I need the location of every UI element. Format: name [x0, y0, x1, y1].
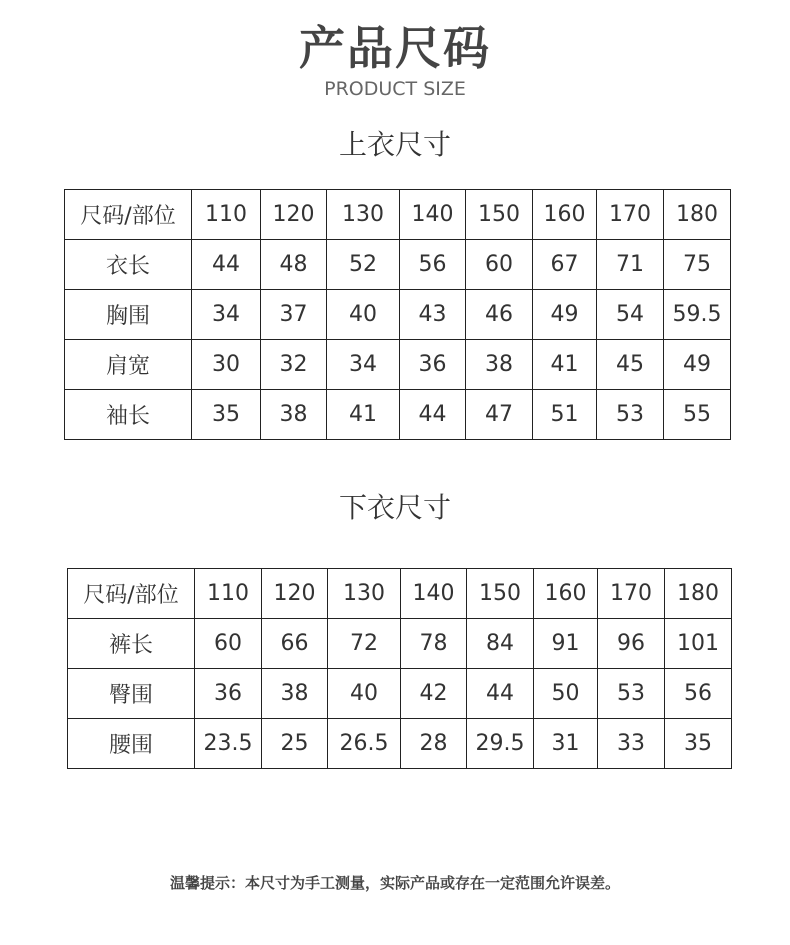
table-cell: 71 — [597, 240, 664, 290]
header-cell: 130 — [327, 190, 400, 240]
table-cell: 41 — [533, 340, 597, 390]
header-cell: 160 — [533, 190, 597, 240]
footnote: 温馨提示：本尺寸为手工测量，实际产品或存在一定范围允许误差。 — [169, 874, 620, 892]
table-cell: 42 — [401, 669, 467, 719]
table-cell: 29.5 — [467, 719, 534, 769]
table-cell: 33 — [598, 719, 665, 769]
header-cell: 170 — [598, 569, 665, 619]
table-cell: 52 — [327, 240, 400, 290]
table-cell: 44 — [467, 669, 534, 719]
table-row — [65, 290, 731, 340]
table-cell: 72 — [328, 619, 401, 669]
row-label: 胸围 — [65, 290, 192, 340]
table-row — [65, 340, 731, 390]
table-row — [68, 619, 732, 669]
bottom-section-title: 下衣尺寸 — [338, 491, 451, 524]
table-cell: 48 — [261, 240, 327, 290]
table-cell: 101 — [665, 619, 732, 669]
table-cell: 31 — [534, 719, 598, 769]
table-cell: 40 — [328, 669, 401, 719]
table-cell: 36 — [195, 669, 262, 719]
table-cell: 38 — [262, 669, 328, 719]
row-label: 裤长 — [68, 619, 195, 669]
table-cell: 44 — [192, 240, 261, 290]
table-header-row — [65, 190, 731, 240]
table-header-row — [68, 569, 732, 619]
table-cell: 46 — [466, 290, 533, 340]
table-cell: 53 — [598, 669, 665, 719]
table-cell: 38 — [466, 340, 533, 390]
bottom-size-table — [67, 568, 732, 769]
table-cell: 35 — [665, 719, 732, 769]
top-section-title: 上衣尺寸 — [338, 128, 451, 161]
table-cell: 25 — [262, 719, 328, 769]
table-cell: 41 — [327, 390, 400, 440]
table-row — [65, 390, 731, 440]
table-row — [65, 240, 731, 290]
table-cell: 53 — [597, 390, 664, 440]
table-cell: 30 — [192, 340, 261, 390]
table-cell: 51 — [533, 390, 597, 440]
table-cell: 75 — [664, 240, 731, 290]
table-cell: 28 — [401, 719, 467, 769]
table-cell: 54 — [597, 290, 664, 340]
table-cell: 49 — [664, 340, 731, 390]
header-cell: 150 — [466, 190, 533, 240]
table-cell: 55 — [664, 390, 731, 440]
header-cell: 180 — [665, 569, 732, 619]
header-cell: 尺码/部位 — [68, 569, 195, 619]
table-cell: 60 — [466, 240, 533, 290]
header-cell: 140 — [401, 569, 467, 619]
table-cell: 34 — [327, 340, 400, 390]
header-cell: 110 — [192, 190, 261, 240]
row-label: 肩宽 — [65, 340, 192, 390]
table-cell: 44 — [400, 390, 466, 440]
table-cell: 23.5 — [195, 719, 262, 769]
table-cell: 96 — [598, 619, 665, 669]
table-cell: 40 — [327, 290, 400, 340]
table-cell: 37 — [261, 290, 327, 340]
table-cell: 36 — [400, 340, 466, 390]
top-size-table — [64, 189, 731, 440]
table-cell: 35 — [192, 390, 261, 440]
table-cell: 66 — [262, 619, 328, 669]
row-label: 臀围 — [68, 669, 195, 719]
header-cell: 160 — [534, 569, 598, 619]
table-cell: 56 — [400, 240, 466, 290]
row-label: 袖长 — [65, 390, 192, 440]
table-row — [68, 669, 732, 719]
table-cell: 43 — [400, 290, 466, 340]
table-cell: 38 — [261, 390, 327, 440]
header-cell: 170 — [597, 190, 664, 240]
table-cell: 45 — [597, 340, 664, 390]
header-cell: 140 — [400, 190, 466, 240]
table-cell: 91 — [534, 619, 598, 669]
table-cell: 34 — [192, 290, 261, 340]
row-label: 衣长 — [65, 240, 192, 290]
table-cell: 56 — [665, 669, 732, 719]
table-cell: 50 — [534, 669, 598, 719]
table-cell: 32 — [261, 340, 327, 390]
header-cell: 120 — [262, 569, 328, 619]
row-label: 腰围 — [68, 719, 195, 769]
table-cell: 78 — [401, 619, 467, 669]
page-title: 产品尺码 — [299, 21, 491, 75]
header-cell: 尺码/部位 — [65, 190, 192, 240]
table-cell: 60 — [195, 619, 262, 669]
header-cell: 110 — [195, 569, 262, 619]
table-cell: 26.5 — [328, 719, 401, 769]
table-cell: 49 — [533, 290, 597, 340]
header-cell: 120 — [261, 190, 327, 240]
page-subtitle: PRODUCT SIZE — [324, 78, 466, 100]
header-cell: 130 — [328, 569, 401, 619]
table-cell: 47 — [466, 390, 533, 440]
table-cell: 67 — [533, 240, 597, 290]
table-row — [68, 719, 732, 769]
header-cell: 150 — [467, 569, 534, 619]
table-cell: 84 — [467, 619, 534, 669]
table-cell: 59.5 — [664, 290, 731, 340]
header-cell: 180 — [664, 190, 731, 240]
